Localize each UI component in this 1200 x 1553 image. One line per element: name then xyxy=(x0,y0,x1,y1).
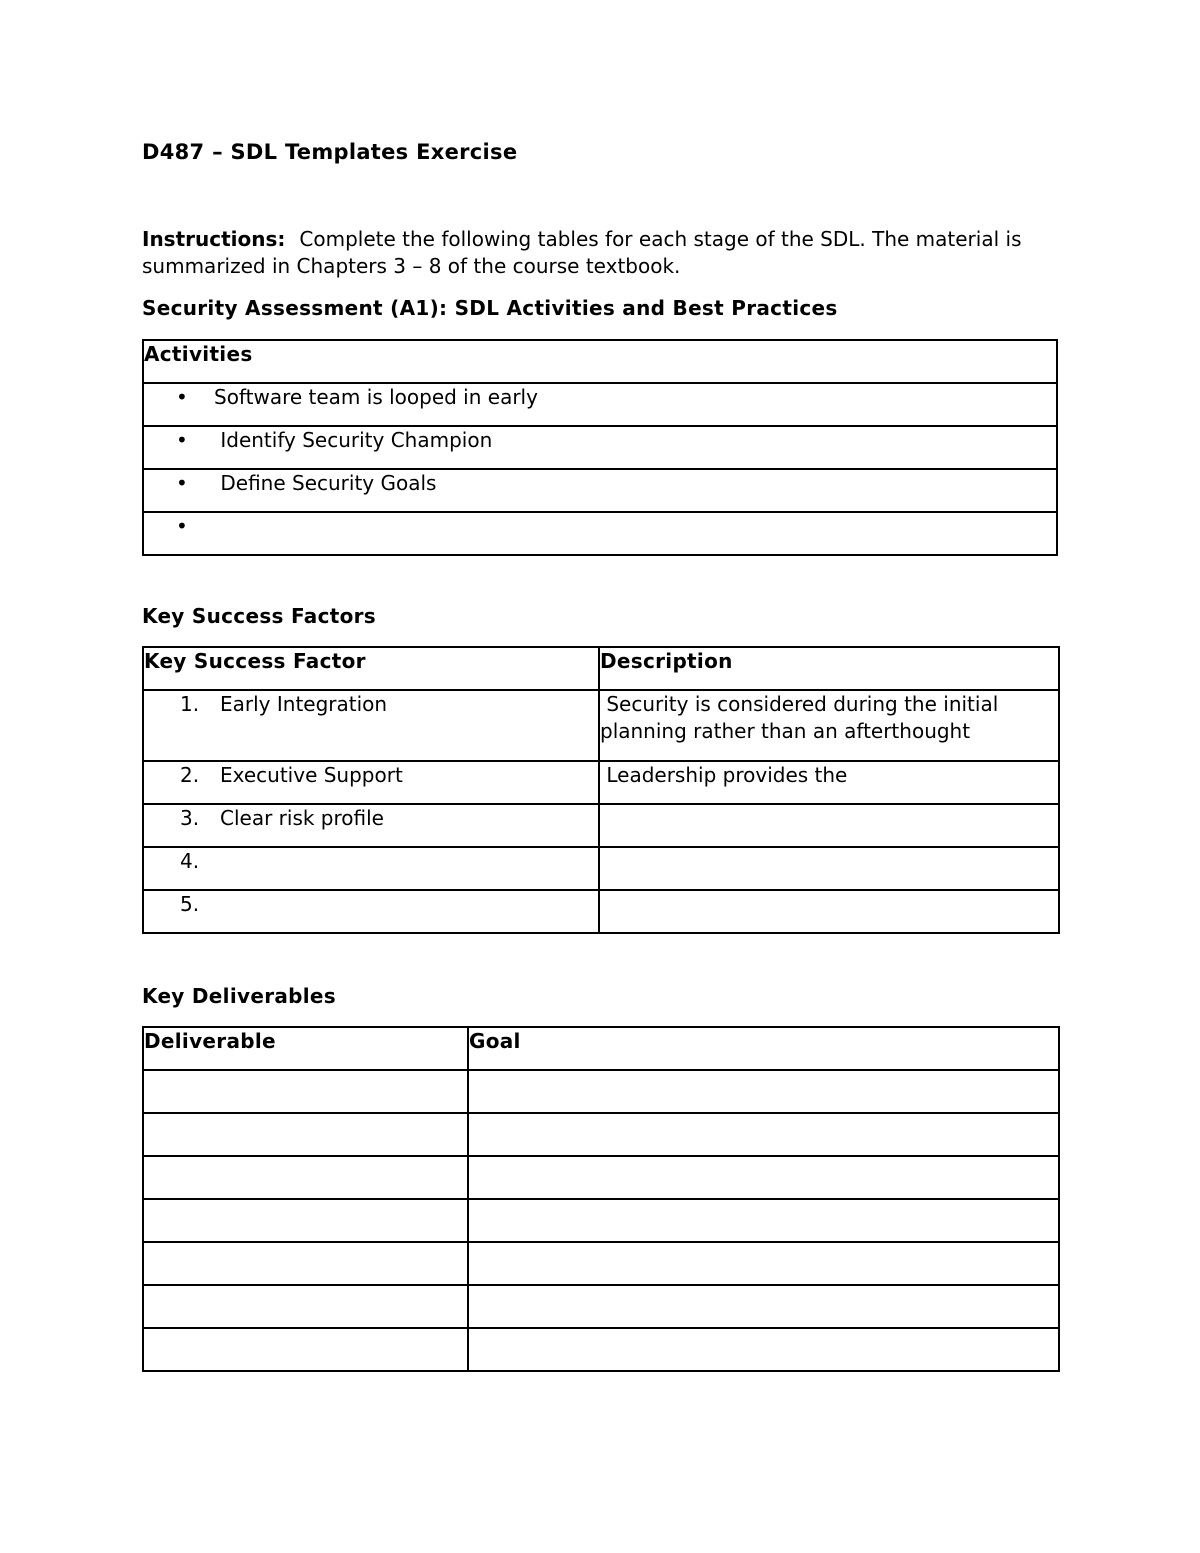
activity-cell[interactable] xyxy=(143,383,1057,426)
description-cell[interactable] xyxy=(599,761,1059,804)
table-row xyxy=(143,690,1059,761)
deliverable-cell[interactable] xyxy=(143,1328,468,1371)
instructions xyxy=(142,226,1042,280)
column-header-factor: Key Success Factor xyxy=(143,647,599,690)
factor-text: Early Integration xyxy=(220,692,388,716)
deliverable-cell[interactable] xyxy=(143,1070,468,1113)
factor-cell[interactable] xyxy=(143,761,599,804)
row-number: 2. xyxy=(180,763,200,787)
table-header-row xyxy=(143,647,1059,690)
description-cell[interactable] xyxy=(599,890,1059,933)
key-deliverables-table xyxy=(142,1026,1060,1372)
deliverable-cell[interactable] xyxy=(143,1199,468,1242)
column-header-description: Description xyxy=(599,647,1059,690)
activity-text: Software team is looped in early xyxy=(214,385,538,409)
table-row xyxy=(143,1156,1059,1199)
description-text: Security is considered during the initial planning rather than an afterthought xyxy=(600,692,1005,743)
goal-cell[interactable] xyxy=(468,1070,1059,1113)
goal-cell[interactable] xyxy=(468,1328,1059,1371)
factor-cell[interactable] xyxy=(143,690,599,761)
table-row xyxy=(143,761,1059,804)
row-number: 1. xyxy=(180,692,200,716)
description-cell[interactable] xyxy=(599,804,1059,847)
bullet-icon: • xyxy=(176,428,188,452)
table-row xyxy=(143,426,1057,469)
bullet-icon: • xyxy=(176,514,188,538)
table-row xyxy=(143,1328,1059,1371)
key-success-factors-heading: Key Success Factors xyxy=(142,604,377,628)
deliverable-cell[interactable] xyxy=(143,1113,468,1156)
row-number: 3. xyxy=(180,806,200,830)
factor-cell[interactable] xyxy=(143,890,599,933)
goal-cell[interactable] xyxy=(468,1285,1059,1328)
table-row xyxy=(143,383,1057,426)
activity-cell[interactable] xyxy=(143,469,1057,512)
activities-table xyxy=(142,339,1058,556)
table-header-row xyxy=(143,1027,1059,1070)
factor-text: Clear risk profile xyxy=(220,806,384,830)
activity-text: Identify Security Champion xyxy=(214,428,493,452)
factor-text: Executive Support xyxy=(220,763,403,787)
table-row xyxy=(143,847,1059,890)
deliverable-cell[interactable] xyxy=(143,1285,468,1328)
table-row xyxy=(143,1113,1059,1156)
security-assessment-heading: Security Assessment (A1): SDL Activities and Best Practices xyxy=(142,296,838,320)
table-row xyxy=(143,512,1057,555)
goal-cell[interactable] xyxy=(468,1156,1059,1199)
activities-header: Activities xyxy=(143,340,1057,383)
activity-text: Define Security Goals xyxy=(214,471,437,495)
row-number: 4. xyxy=(180,849,200,873)
table-row xyxy=(143,1285,1059,1328)
description-text: Leadership provides the xyxy=(600,763,848,787)
column-header-goal: Goal xyxy=(468,1027,1059,1070)
key-success-factors-table xyxy=(142,646,1060,934)
table-row xyxy=(143,890,1059,933)
instructions-text: Complete the following tables for each stage of the SDL. The material is summarized in Chapters 3 – 8 of the course textbook. xyxy=(142,227,1022,278)
description-cell[interactable] xyxy=(599,847,1059,890)
deliverable-cell[interactable] xyxy=(143,1156,468,1199)
table-row xyxy=(143,1242,1059,1285)
activity-cell[interactable] xyxy=(143,426,1057,469)
table-row xyxy=(143,469,1057,512)
table-row xyxy=(143,1199,1059,1242)
table-row xyxy=(143,804,1059,847)
activity-cell[interactable] xyxy=(143,512,1057,555)
goal-cell[interactable] xyxy=(468,1113,1059,1156)
page-title: D487 – SDL Templates Exercise xyxy=(142,140,518,164)
table-row xyxy=(143,1070,1059,1113)
instructions-label: Instructions: xyxy=(142,227,286,251)
description-cell[interactable] xyxy=(599,690,1059,761)
bullet-icon: • xyxy=(176,385,188,409)
row-number: 5. xyxy=(180,892,200,916)
bullet-icon: • xyxy=(176,471,188,495)
goal-cell[interactable] xyxy=(468,1242,1059,1285)
column-header-deliverable: Deliverable xyxy=(143,1027,468,1070)
goal-cell[interactable] xyxy=(468,1199,1059,1242)
table-header-row xyxy=(143,340,1057,383)
deliverable-cell[interactable] xyxy=(143,1242,468,1285)
key-deliverables-heading: Key Deliverables xyxy=(142,984,336,1008)
factor-cell[interactable] xyxy=(143,804,599,847)
factor-cell[interactable] xyxy=(143,847,599,890)
